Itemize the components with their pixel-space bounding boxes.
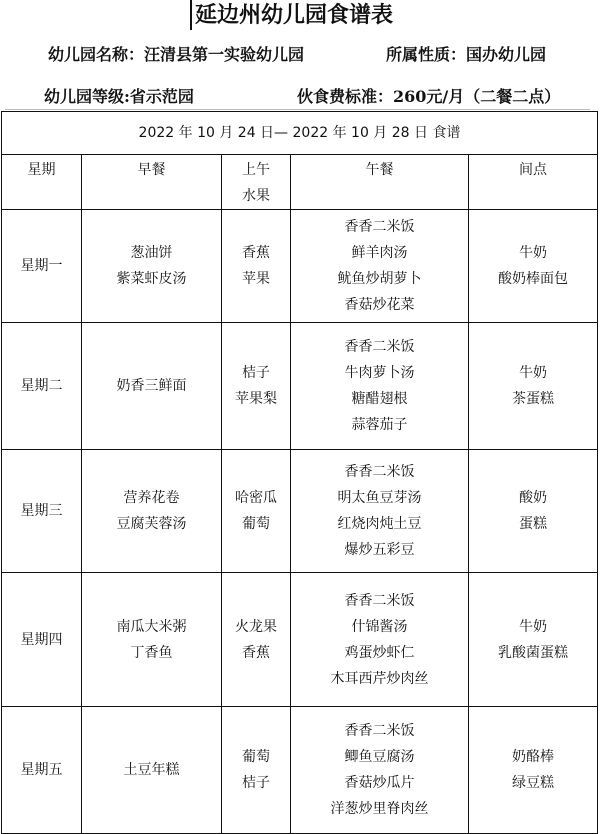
fruit-item: 桔子 xyxy=(242,365,270,381)
snack-item: 牛奶 xyxy=(519,618,548,635)
fruit-item: 葡萄 xyxy=(242,749,270,765)
header-day: 星期 xyxy=(2,155,82,210)
name-label: 幼儿园名称： xyxy=(48,45,145,64)
lunch-item: 糖醋翅根 xyxy=(351,391,408,407)
menu-row xyxy=(2,450,598,573)
lunch-item: 蒜蓉茄子 xyxy=(351,417,408,433)
kindergarten-name xyxy=(48,45,304,65)
snack-item: 牛奶 xyxy=(519,365,548,381)
day-cell: 星期二 xyxy=(2,323,82,450)
fee-value: 260元/月（二餐二点） xyxy=(393,87,561,106)
page-title: 延边州幼儿园食谱表 xyxy=(190,0,416,30)
header-snack: 间点 xyxy=(469,155,598,210)
lunch-item: 香菇炒瓜片 xyxy=(344,775,415,791)
lunch-item: 香香二米饭 xyxy=(344,464,415,480)
meal-fee xyxy=(297,87,560,107)
fruit-cell xyxy=(222,323,291,450)
fruit-item: 苹果 xyxy=(242,271,270,287)
info-divider xyxy=(5,109,590,110)
breakfast-cell xyxy=(82,323,222,450)
breakfast-cell xyxy=(82,707,222,834)
breakfast-cell xyxy=(82,450,222,573)
fruit-item: 火龙果 xyxy=(235,618,277,635)
fruit-item: 香蕉 xyxy=(242,644,270,661)
day-cell: 星期一 xyxy=(2,210,82,323)
lunch-item: 香香二米饭 xyxy=(344,592,415,609)
day-cell: 星期三 xyxy=(2,450,82,573)
snack-cell xyxy=(469,450,598,573)
snack-cell xyxy=(469,323,598,450)
fruit-item: 桔子 xyxy=(242,775,270,791)
kindergarten-level xyxy=(44,87,194,107)
fee-label: 伙食费标准： xyxy=(297,87,394,106)
snack-item: 牛奶 xyxy=(519,245,548,261)
menu-row xyxy=(2,707,598,834)
breakfast-item: 葱油饼 xyxy=(130,245,173,261)
date-range: 2022 年 10 月 24 日— 2022 年 10 月 28 日 食谱 xyxy=(2,112,598,155)
header-lunch: 午餐 xyxy=(291,155,469,210)
day-cell: 星期四 xyxy=(2,573,82,707)
header-row xyxy=(2,155,598,210)
menu-table xyxy=(1,111,598,834)
fruit-item: 香蕉 xyxy=(242,245,270,261)
snack-item: 蛋糕 xyxy=(519,516,548,532)
fruit-cell xyxy=(222,573,291,707)
name-value: 汪清县第一实验幼儿园 xyxy=(144,45,305,64)
lunch-item: 香香二米饭 xyxy=(344,219,415,235)
snack-cell xyxy=(469,573,598,707)
lunch-item: 香香二米饭 xyxy=(344,723,415,739)
menu-row xyxy=(2,573,598,707)
lunch-item: 明太鱼豆芽汤 xyxy=(337,490,422,506)
level-label: 幼儿园等级: xyxy=(44,87,130,106)
fruit-cell xyxy=(222,450,291,573)
lunch-item: 洋葱炒里脊肉丝 xyxy=(330,801,429,817)
lunch-item: 鸡蛋炒虾仁 xyxy=(344,644,415,661)
snack-item: 茶蛋糕 xyxy=(512,391,555,407)
lunch-item: 鱿鱼炒胡萝卜 xyxy=(337,271,422,287)
snack-cell xyxy=(469,707,598,834)
breakfast-item: 豆腐芙蓉汤 xyxy=(116,516,187,532)
snack-item: 绿豆糕 xyxy=(512,775,555,791)
lunch-item: 牛肉萝卜汤 xyxy=(344,365,415,381)
snack-item: 乳酸菌蛋糕 xyxy=(498,644,569,661)
fruit-cell xyxy=(222,707,291,834)
snack-item: 酸奶 xyxy=(519,490,548,506)
header-fruit-line2: 水果 xyxy=(242,188,270,204)
lunch-cell xyxy=(291,707,469,834)
lunch-item: 鲜羊肉汤 xyxy=(351,245,408,261)
fruit-item: 葡萄 xyxy=(242,516,270,532)
header-fruit-line1: 上午 xyxy=(242,162,270,178)
date-range-row xyxy=(2,112,598,155)
breakfast-item: 紫菜虾皮汤 xyxy=(116,271,187,287)
snack-cell xyxy=(469,210,598,323)
snack-item: 酸奶棒面包 xyxy=(498,271,569,287)
lunch-item: 香菇炒花菜 xyxy=(344,297,415,313)
type-value: 国办幼儿园 xyxy=(466,45,547,64)
lunch-item: 木耳西芹炒肉丝 xyxy=(330,670,429,687)
day-cell: 星期五 xyxy=(2,707,82,834)
level-value: 省示范园 xyxy=(129,87,194,106)
lunch-cell xyxy=(291,450,469,573)
breakfast-item: 南瓜大米粥 xyxy=(116,618,187,635)
menu-row xyxy=(2,323,598,450)
kindergarten-type xyxy=(386,45,546,65)
breakfast-cell xyxy=(82,573,222,707)
breakfast-cell xyxy=(82,210,222,323)
lunch-cell xyxy=(291,573,469,707)
lunch-cell xyxy=(291,323,469,450)
breakfast-item: 土豆年糕 xyxy=(123,762,180,778)
lunch-cell xyxy=(291,210,469,323)
breakfast-item: 丁香鱼 xyxy=(130,644,173,661)
lunch-item: 什锦酱汤 xyxy=(351,618,408,635)
header-breakfast: 早餐 xyxy=(82,155,222,210)
snack-item: 奶酪棒 xyxy=(512,749,555,765)
fruit-cell xyxy=(222,210,291,323)
breakfast-item: 营养花卷 xyxy=(123,490,180,506)
lunch-item: 鲫鱼豆腐汤 xyxy=(344,749,415,765)
fruit-item: 哈密瓜 xyxy=(235,490,277,506)
header-fruit xyxy=(222,155,291,210)
lunch-item: 爆炒五彩豆 xyxy=(344,542,415,558)
breakfast-item: 奶香三鲜面 xyxy=(116,378,187,394)
menu-row xyxy=(2,210,598,323)
lunch-item: 香香二米饭 xyxy=(344,339,415,355)
lunch-item: 红烧肉炖土豆 xyxy=(337,516,422,532)
type-label: 所属性质： xyxy=(386,45,467,64)
fruit-item: 苹果梨 xyxy=(235,391,277,407)
